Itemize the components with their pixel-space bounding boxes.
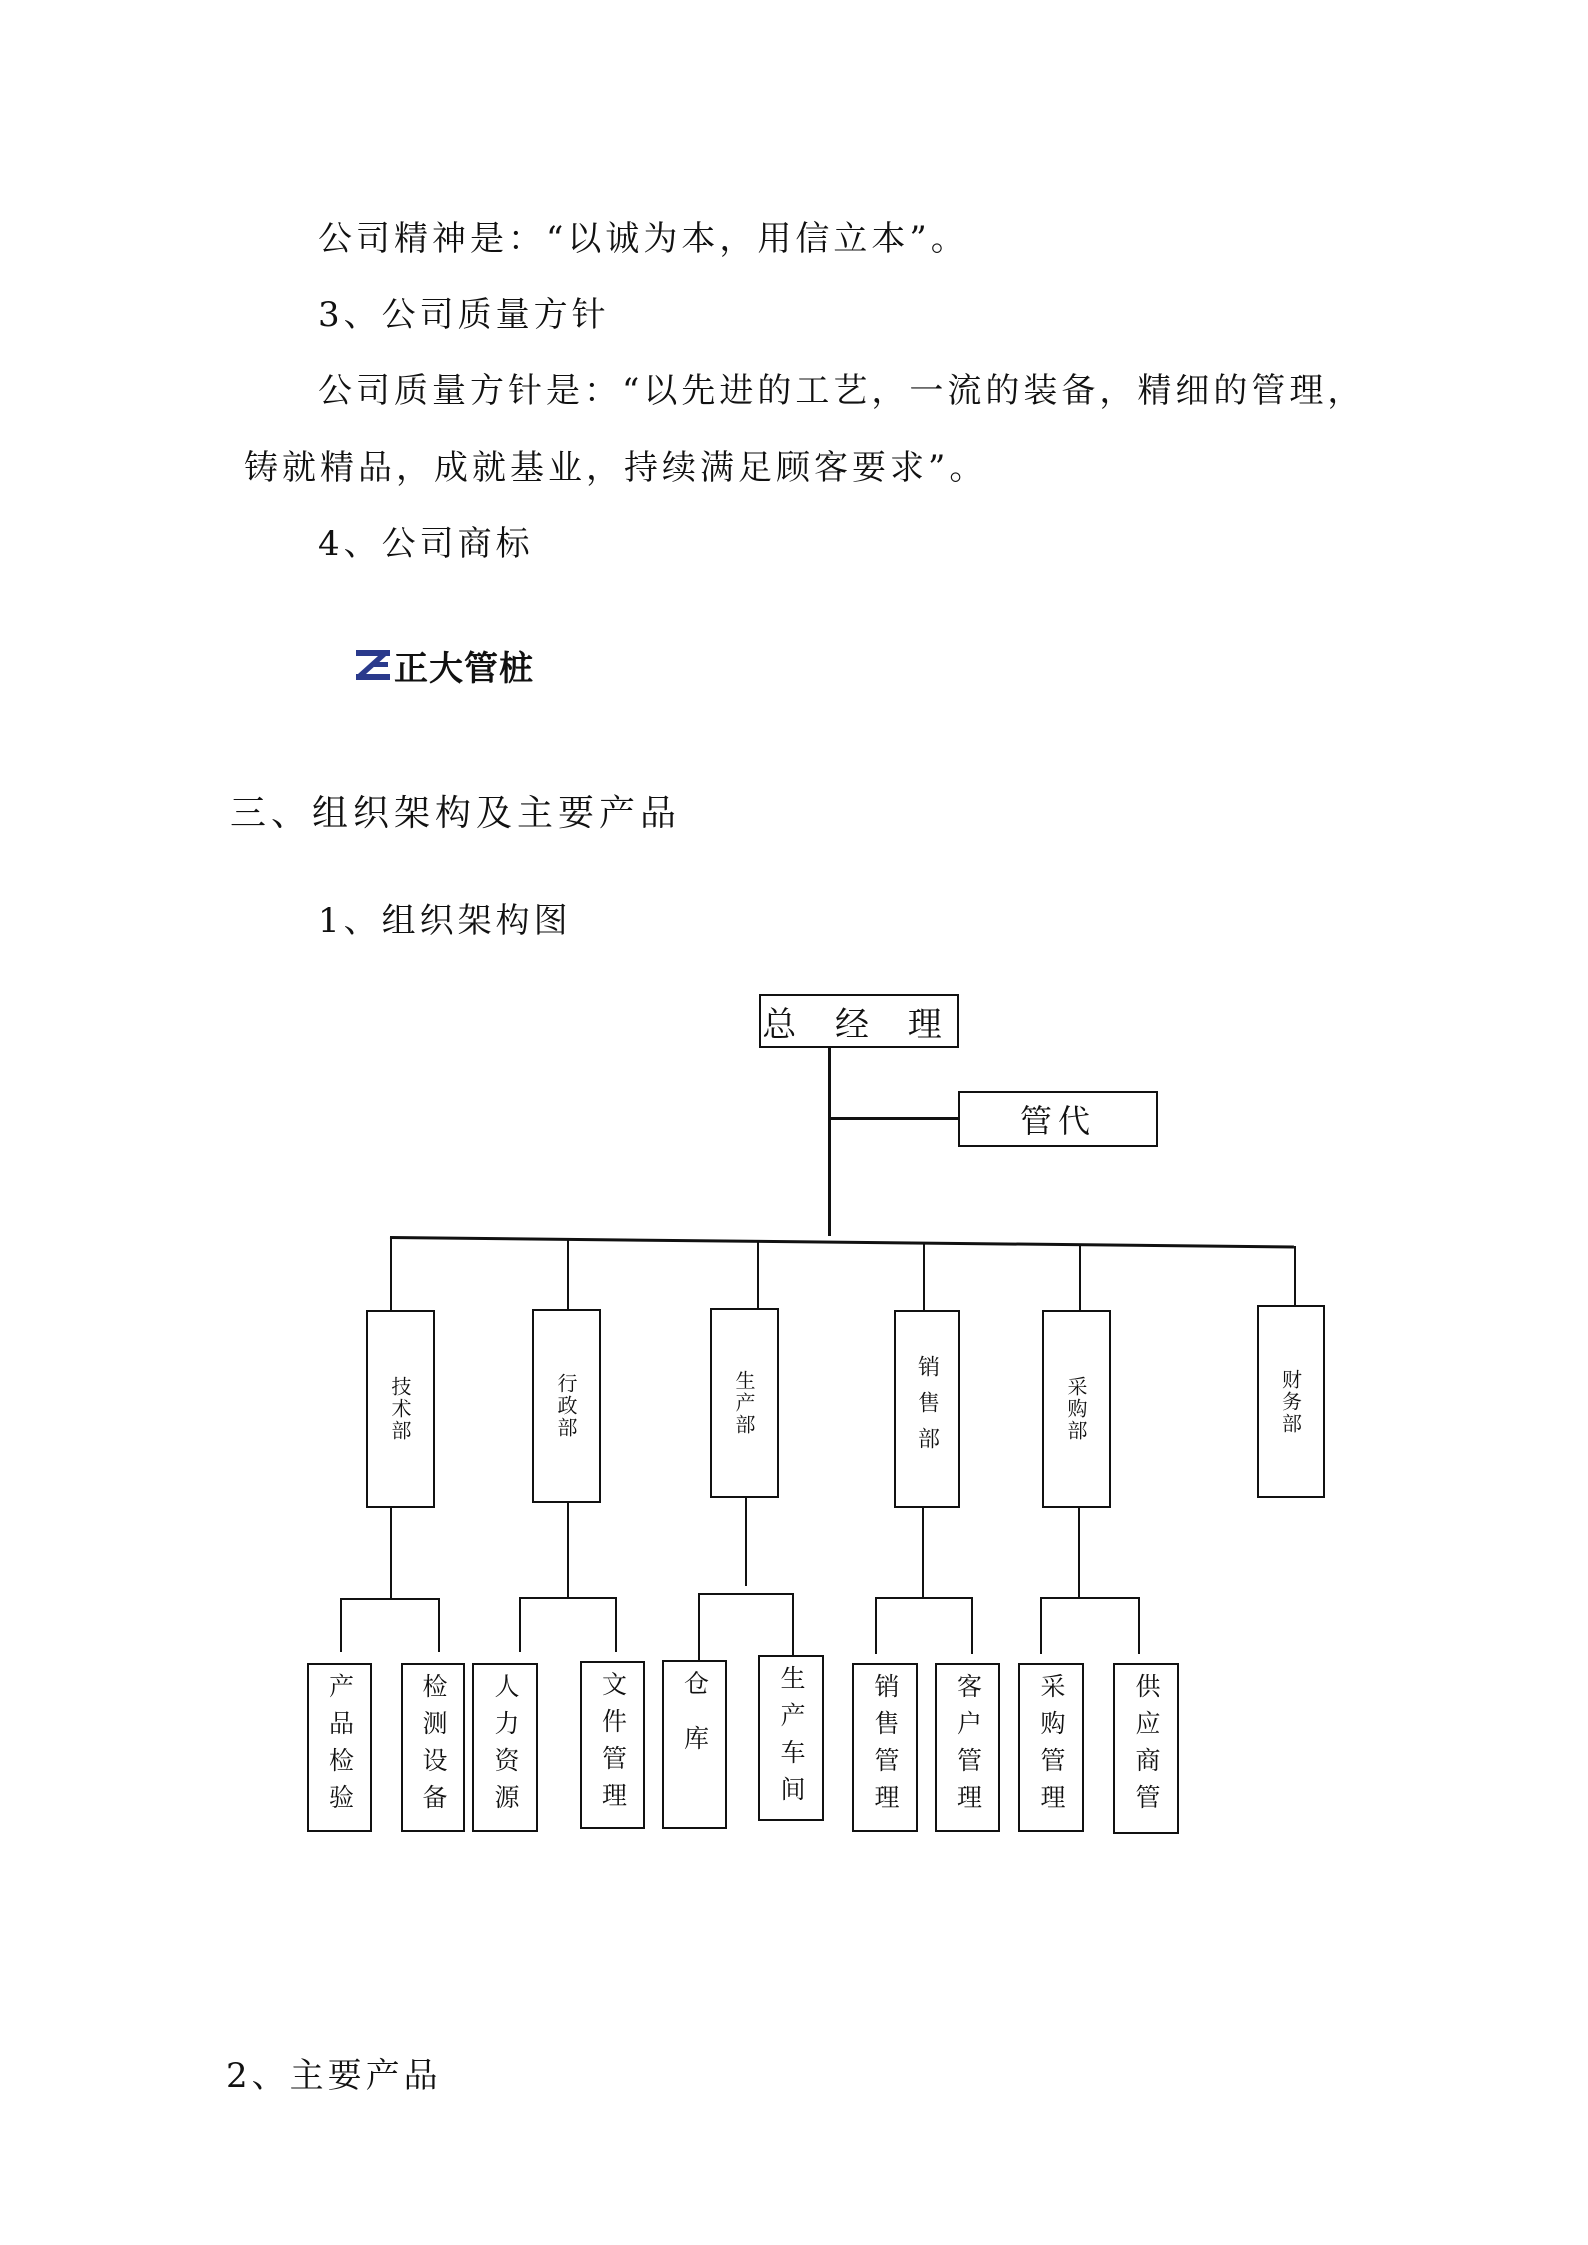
leaf-box-product-inspection xyxy=(307,1663,372,1832)
leaf-label-customer-mgmt: 客户管理 xyxy=(953,1673,983,1821)
connector-sub-5-right xyxy=(1138,1597,1140,1654)
leaf-box-purchase-mgmt xyxy=(1018,1663,1084,1832)
leaf-label-test-equipment: 检测设备 xyxy=(419,1673,448,1821)
connector-sub-1-left xyxy=(340,1598,342,1652)
connector-sub-5-left xyxy=(1040,1597,1042,1654)
connector-sub-1-bar xyxy=(340,1598,440,1600)
connector-drop-5 xyxy=(1079,1244,1081,1310)
connector-sub-5-bar xyxy=(1040,1597,1140,1599)
products-heading: 2、主要产品 xyxy=(226,2056,442,2096)
connector-drop-3 xyxy=(757,1241,759,1308)
leaf-label-hr: 人力资源 xyxy=(491,1673,520,1821)
dept-box-production xyxy=(710,1308,779,1498)
connector-sub-4-stem xyxy=(922,1506,924,1598)
logo-text: 正大管桩 xyxy=(394,648,534,689)
org-chart-heading: 1、组织架构图 xyxy=(318,901,572,941)
dept-box-purchasing xyxy=(1042,1310,1111,1508)
connector-sub-3-right xyxy=(792,1593,794,1655)
management-rep-label: 管代 xyxy=(1019,1102,1096,1140)
connector-sub-1-stem xyxy=(390,1506,392,1599)
general-manager-label: 总 经 理 xyxy=(762,1004,956,1045)
dept-box-sales xyxy=(894,1310,960,1508)
leaf-label-workshop: 生产车间 xyxy=(777,1665,806,1813)
dept-label-purchasing: 采购部 xyxy=(1064,1376,1088,1442)
dept-label-sales: 销售部 xyxy=(914,1355,940,1463)
section3-title: 三、组织架构及主要产品 xyxy=(230,793,682,834)
connector-sub-3-left xyxy=(698,1593,700,1660)
leaf-box-document-mgmt xyxy=(580,1661,645,1829)
connector-sub-4-right xyxy=(971,1597,973,1654)
connector-drop-1 xyxy=(390,1238,392,1310)
connector-sub-5-stem xyxy=(1078,1506,1080,1598)
dept-label-finance: 财务部 xyxy=(1278,1368,1303,1435)
dept-box-finance xyxy=(1257,1305,1325,1498)
connector-sub-2-left xyxy=(519,1597,521,1652)
connector-drop-4 xyxy=(923,1242,925,1310)
management-rep-box xyxy=(958,1091,1158,1147)
leaf-box-sales-mgmt xyxy=(852,1663,918,1832)
leaf-label-supplier-mgmt: 供应商管 xyxy=(1132,1673,1161,1821)
connector-top-trunk xyxy=(828,1046,831,1236)
quality-paragraph-line1: 公司质量方针是：“以先进的工艺，一流的装备，精细的管理， xyxy=(318,371,1366,411)
leaf-label-product-inspection: 产品检验 xyxy=(325,1673,355,1821)
trademark-heading: 4、公司商标 xyxy=(318,524,534,564)
connector-dept-bus xyxy=(390,1236,1294,1248)
connector-sub-2-bar xyxy=(519,1597,617,1599)
connector-sub-4-left xyxy=(875,1597,877,1654)
leaf-label-warehouse: 仓库 xyxy=(680,1670,710,1780)
connector-sub-1-right xyxy=(438,1598,440,1652)
dept-label-tech: 技术部 xyxy=(388,1376,412,1442)
zd-logo-mark-icon xyxy=(356,650,390,680)
company-logo xyxy=(356,645,534,689)
leaf-label-sales-mgmt: 销售管理 xyxy=(871,1673,900,1821)
connector-sub-4-bar xyxy=(875,1597,973,1599)
connector-drop-2 xyxy=(567,1239,569,1309)
dept-label-admin: 行政部 xyxy=(554,1373,578,1439)
connector-deputy xyxy=(828,1117,958,1120)
leaf-label-purchase-mgmt: 采购管理 xyxy=(1037,1673,1066,1821)
connector-sub-3-stem xyxy=(745,1498,747,1586)
quality-heading: 3、公司质量方针 xyxy=(318,295,610,335)
leaf-box-warehouse xyxy=(662,1660,727,1829)
quality-paragraph-line2: 铸就精品，成就基业，持续满足顾客要求”。 xyxy=(244,448,988,488)
leaf-box-hr xyxy=(472,1663,538,1832)
dept-box-tech xyxy=(366,1310,435,1508)
connector-drop-6 xyxy=(1294,1246,1296,1306)
connector-sub-2-right xyxy=(615,1597,617,1652)
spirit-paragraph: 公司精神是：“以诚为本，用信立本”。 xyxy=(318,219,969,259)
connector-sub-3-bar xyxy=(698,1593,794,1595)
connector-sub-2-stem xyxy=(567,1502,569,1598)
leaf-label-document-mgmt: 文件管理 xyxy=(598,1671,628,1819)
dept-box-admin xyxy=(532,1309,601,1503)
leaf-box-customer-mgmt xyxy=(935,1663,1000,1832)
general-manager-box xyxy=(759,994,959,1048)
dept-label-production: 生产部 xyxy=(732,1370,756,1436)
leaf-box-workshop xyxy=(758,1655,824,1821)
leaf-box-test-equipment xyxy=(401,1663,465,1832)
leaf-box-supplier-mgmt xyxy=(1113,1663,1179,1834)
